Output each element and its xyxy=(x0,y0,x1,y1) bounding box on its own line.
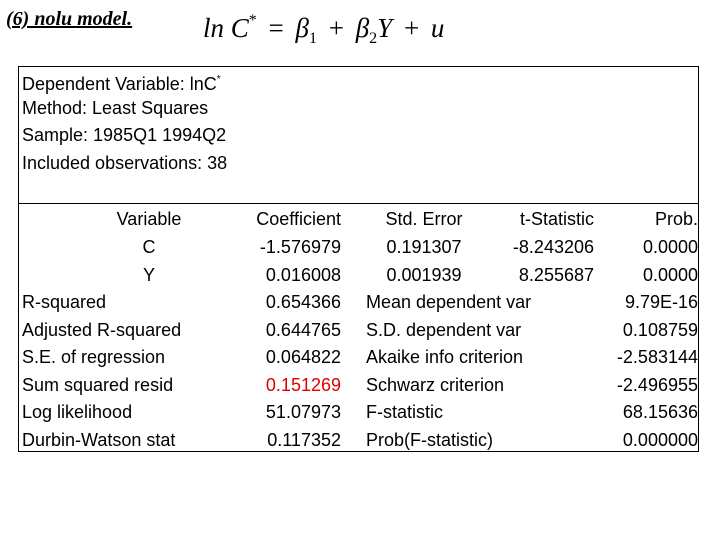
stat-value-f-statistic: 68.15636 xyxy=(622,402,698,422)
stat-value-sum-squared-resid: 0.151269 xyxy=(265,375,341,395)
eq-sub-1: 1 xyxy=(308,30,317,47)
col-header-coefficient: Coefficient xyxy=(256,209,341,229)
model-heading: (6) nolu model. xyxy=(6,8,133,30)
stat-label-mean-dependent-var: Mean dependent var xyxy=(366,292,532,312)
stat-label-f-statistic: F-statistic xyxy=(366,402,444,422)
eq-ln: ln xyxy=(203,13,225,43)
stat-label-r-squared: R-squared xyxy=(22,292,107,312)
stat-value-mean-dependent-var: 9.79E-16 xyxy=(624,292,698,312)
row-coefficient-y: 0.016008 xyxy=(265,265,341,285)
observations-line: Included observations: 38 xyxy=(22,153,228,173)
row-std-error-y: 0.001939 xyxy=(386,265,462,285)
row-prob-y: 0.0000 xyxy=(642,265,698,285)
row-t-statistic-c: -8.243206 xyxy=(512,237,594,257)
col-header-std-error: Std. Error xyxy=(385,209,463,229)
row-std-error-c: 0.191307 xyxy=(386,237,462,257)
eq-equals: = xyxy=(268,13,284,43)
stat-label-se-regression: S.E. of regression xyxy=(22,347,166,367)
stat-label-akaike: Akaike info criterion xyxy=(366,347,524,367)
row-prob-c: 0.0000 xyxy=(642,237,698,257)
eq-sub-2: 2 xyxy=(369,30,378,47)
dependent-variable-star: * xyxy=(216,74,221,85)
eq-star: * xyxy=(248,12,257,29)
sample-line: Sample: 1985Q1 1994Q2 xyxy=(22,125,227,145)
eq-plus-2: + xyxy=(403,13,420,43)
stat-value-schwarz: -2.496955 xyxy=(616,375,698,395)
stat-label-prob-f-statistic: Prob(F-statistic) xyxy=(366,430,494,450)
stat-label-sd-dependent-var: S.D. dependent var xyxy=(366,320,522,340)
stat-value-log-likelihood: 51.07973 xyxy=(265,402,341,422)
row-variable-c: C xyxy=(142,237,156,257)
header-divider xyxy=(19,203,698,204)
method-line: Method: Least Squares xyxy=(22,98,209,118)
dependent-variable-line xyxy=(22,70,221,94)
stat-value-akaike: -2.583144 xyxy=(616,347,698,367)
col-header-prob: Prob. xyxy=(654,209,698,229)
row-variable-y: Y xyxy=(142,265,155,285)
stat-value-adjusted-r-squared: 0.644765 xyxy=(265,320,341,340)
eq-beta-1: β xyxy=(295,13,309,43)
stat-value-durbin-watson: 0.117352 xyxy=(267,430,341,450)
row-coefficient-c: -1.576979 xyxy=(259,237,341,257)
stat-label-schwarz: Schwarz criterion xyxy=(366,375,505,395)
eq-c: C xyxy=(230,13,249,43)
dependent-variable-text: Dependent Variable: lnC xyxy=(22,74,217,94)
stat-value-sd-dependent-var: 0.108759 xyxy=(622,320,698,340)
stat-value-prob-f-statistic: 0.000000 xyxy=(622,430,698,450)
eq-beta-2: β xyxy=(355,13,370,43)
col-header-variable: Variable xyxy=(116,209,182,229)
stat-label-durbin-watson: Durbin-Watson stat xyxy=(22,430,176,450)
eq-u: u xyxy=(430,13,445,43)
stat-label-log-likelihood: Log likelihood xyxy=(22,402,133,422)
stat-value-se-regression: 0.064822 xyxy=(265,347,341,367)
col-header-t-statistic: t-Statistic xyxy=(519,209,594,229)
stat-label-adjusted-r-squared: Adjusted R-squared xyxy=(22,320,182,340)
eq-plus-1: + xyxy=(328,13,344,43)
stat-label-sum-squared-resid: Sum squared resid xyxy=(22,375,174,395)
regression-output-box xyxy=(18,66,699,452)
row-t-statistic-y: 8.255687 xyxy=(518,265,594,285)
eq-y: Y xyxy=(377,13,393,43)
stat-value-r-squared: 0.654366 xyxy=(265,292,341,312)
regression-equation xyxy=(203,12,444,48)
